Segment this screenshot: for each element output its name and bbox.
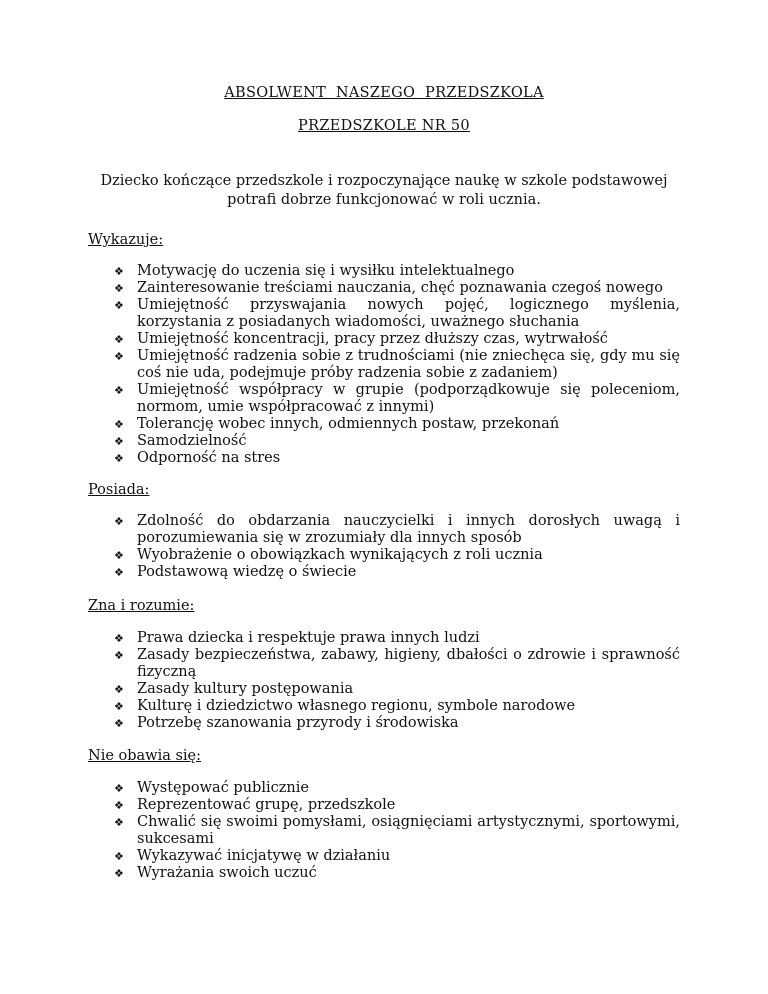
list-item-text: Tolerancję wobec innych, odmiennych postaw, przekonań bbox=[137, 416, 560, 432]
list-item-text: Prawa dziecka i respektuje prawa innych ludzi bbox=[137, 630, 480, 646]
list-item bbox=[88, 348, 680, 382]
section-list-wykazuje bbox=[88, 263, 680, 467]
section-heading-zna-i-rozumie: Zna i rozumie: bbox=[88, 598, 195, 614]
diamond-bullet-icon: ❖ bbox=[114, 649, 124, 662]
list-item-text: Zasady bezpieczeństwa, zabawy, higieny, dbałości o zdrowie i sprawność fizyczną bbox=[137, 647, 680, 680]
diamond-bullet-icon: ❖ bbox=[114, 452, 124, 465]
list-item bbox=[88, 780, 680, 797]
section-heading-posiada: Posiada: bbox=[88, 482, 150, 498]
diamond-bullet-icon: ❖ bbox=[114, 350, 124, 363]
list-item bbox=[88, 698, 680, 715]
list-item-text: Zasady kultury postępowania bbox=[137, 681, 354, 697]
list-item-text: Umiejętność przyswajania nowych pojęć, logicznego myślenia, korzystania z posiadanych wiadomości, uważnego słuchania bbox=[137, 297, 680, 330]
list-item-text: Zainteresowanie treściami nauczania, chęć poznawania czegoś nowego bbox=[137, 280, 663, 296]
list-item bbox=[88, 848, 680, 865]
list-item-text: Wyrażania swoich uczuć bbox=[137, 865, 317, 881]
list-item bbox=[88, 715, 680, 732]
diamond-bullet-icon: ❖ bbox=[114, 384, 124, 397]
list-item bbox=[88, 331, 680, 348]
section-list-posiada bbox=[88, 513, 680, 581]
diamond-bullet-icon: ❖ bbox=[114, 333, 124, 346]
section-heading-wykazuje: Wykazuje: bbox=[88, 232, 164, 248]
diamond-bullet-icon: ❖ bbox=[114, 549, 124, 562]
list-item-text: Podstawową wiedzę o świecie bbox=[137, 564, 357, 580]
list-item bbox=[88, 450, 680, 467]
document-title: ABSOLWENT NASZEGO PRZEDSZKOLA bbox=[224, 85, 544, 101]
diamond-bullet-icon: ❖ bbox=[114, 782, 124, 795]
list-item bbox=[88, 382, 680, 416]
diamond-bullet-icon: ❖ bbox=[114, 632, 124, 645]
list-item bbox=[88, 416, 680, 433]
list-item-text: Samodzielność bbox=[137, 433, 247, 449]
list-item bbox=[88, 513, 680, 547]
diamond-bullet-icon: ❖ bbox=[114, 435, 124, 448]
list-item-text: Wyobrażenie o obowiązkach wynikających z roli ucznia bbox=[137, 547, 543, 563]
list-item-text: Kulturę i dziedzictwo własnego regionu, symbole narodowe bbox=[137, 698, 576, 714]
list-item-text: Motywację do uczenia się i wysiłku intelektualnego bbox=[137, 263, 515, 279]
section-heading-nie-obawia-sie: Nie obawia się: bbox=[88, 748, 202, 764]
intro-paragraph: Dziecko kończące przedszkole i rozpoczynające naukę w szkole podstawowej potrafi dobrze funkcjonować w roli ucznia. bbox=[100, 173, 668, 208]
list-item-text: Umiejętność współpracy w grupie (podporządkowuje się poleceniom, normom, umie współpracować z innymi) bbox=[137, 382, 680, 415]
list-item bbox=[88, 297, 680, 331]
list-item-text: Reprezentować grupę, przedszkole bbox=[137, 797, 396, 813]
list-item bbox=[88, 630, 680, 647]
diamond-bullet-icon: ❖ bbox=[114, 850, 124, 863]
diamond-bullet-icon: ❖ bbox=[114, 418, 124, 431]
list-item bbox=[88, 681, 680, 698]
list-item bbox=[88, 263, 680, 280]
diamond-bullet-icon: ❖ bbox=[114, 700, 124, 713]
list-item bbox=[88, 797, 680, 814]
diamond-bullet-icon: ❖ bbox=[114, 683, 124, 696]
list-item-text: Umiejętność koncentracji, pracy przez dłuższy czas, wytrwałość bbox=[137, 331, 608, 347]
list-item bbox=[88, 865, 680, 882]
list-item bbox=[88, 280, 680, 297]
list-item-text: Odporność na stres bbox=[137, 450, 281, 466]
diamond-bullet-icon: ❖ bbox=[114, 265, 124, 278]
list-item-text: Zdolność do obdarzania nauczycielki i innych dorosłych uwagą i porozumiewania się w zrozumiały dla innych sposób bbox=[137, 513, 680, 546]
list-item bbox=[88, 564, 680, 581]
list-item-text: Chwalić się swoimi pomysłami, osiągnięciami artystycznymi, sportowymi, sukcesami bbox=[137, 814, 680, 847]
diamond-bullet-icon: ❖ bbox=[114, 299, 124, 312]
diamond-bullet-icon: ❖ bbox=[114, 816, 124, 829]
list-item-text: Potrzebę szanowania przyrody i środowiska bbox=[137, 715, 459, 731]
diamond-bullet-icon: ❖ bbox=[114, 717, 124, 730]
section-list-zna-i-rozumie bbox=[88, 630, 680, 732]
document-subtitle: PRZEDSZKOLE NR 50 bbox=[298, 118, 470, 134]
diamond-bullet-icon: ❖ bbox=[114, 515, 124, 528]
diamond-bullet-icon: ❖ bbox=[114, 799, 124, 812]
list-item bbox=[88, 433, 680, 450]
diamond-bullet-icon: ❖ bbox=[114, 566, 124, 579]
list-item bbox=[88, 647, 680, 681]
list-item-text: Wykazywać inicjatywę w działaniu bbox=[137, 848, 391, 864]
diamond-bullet-icon: ❖ bbox=[114, 867, 124, 880]
list-item-text: Występować publicznie bbox=[137, 780, 309, 796]
diamond-bullet-icon: ❖ bbox=[114, 282, 124, 295]
section-list-nie-obawia-sie bbox=[88, 780, 680, 882]
list-item bbox=[88, 547, 680, 564]
list-item-text: Umiejętność radzenia sobie z trudnościami (nie zniechęca się, gdy mu się coś nie uda, podejmuje próby radzenia sobie z zadaniem) bbox=[137, 348, 680, 381]
list-item bbox=[88, 814, 680, 848]
